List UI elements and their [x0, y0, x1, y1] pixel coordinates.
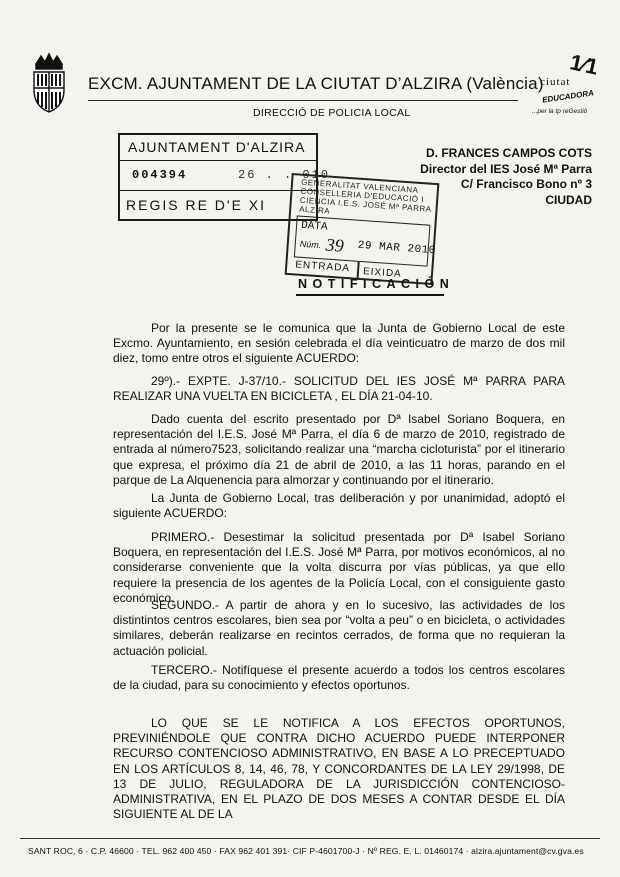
- registry-stamp-title: AJUNTAMENT D'ALZIRA: [120, 135, 316, 161]
- entry-stamp-entrada: ENTRADA: [294, 259, 351, 275]
- registry-stamp: [118, 133, 331, 221]
- title-underline: [296, 294, 444, 296]
- department-name: DIRECCIÓ DE POLICIA LOCAL: [253, 107, 411, 119]
- entry-stamp: [285, 173, 440, 285]
- logo-mark-icon: 1⁄1: [567, 49, 601, 80]
- body-paragraph-intro: Por la presente se le comunica que la Junta de Gobierno Local de este Excmo. Ayuntamiento, en sesión celebrada el día veinticuatro de marzo de dos mil diez, tomo entre otros el siguiente ACUERDO:: [113, 321, 565, 366]
- body-paragraph-agreement-intro: La Junta de Gobierno Local, tras deliberación y por unanimidad, adoptó el siguiente ACUERDO:: [113, 491, 565, 521]
- body-paragraph-legal-notice: LO QUE SE LE NOTIFICA A LOS EFECTOS OPORTUNOS, PREVINIÉNDOLE QUE CONTRA DICHO ACUERDO PUEDE INTERPONER RECURSO CONTENCIOSO ADMINISTRATIVO, EN BASE A LO PRECEPTUADO EN LOS ARTÍCULOS 8, 14, 46, 78, Y CONCORDANTES DE LA LEY 29/1998, DE 13 DE JULIO, REGULADORA DE LA JURISDICCIÓN CONTENCIOSO-ADMINISTRATIVA, EN EL PLAZO DE DOS MESES A CONTAR DESDE EL DÍA SIGUIENTE AL DE LA: [113, 716, 565, 822]
- addressee-name: D. FRANCES CAMPOS COTS: [425, 146, 592, 160]
- body-paragraph-second: SEGUNDO.- A partir de ahora y en lo sucesivo, las actividades de los distintintos centros escolares, bien sea por “volta a peu” o en bicicleta, o actividades similares, deberán realizarse en recintos cerrados, de forma que no requieran la actuación policial.: [113, 598, 565, 658]
- entry-stamp-data-label: DATA: [300, 219, 328, 234]
- body-paragraph-background: Dado cuenta del escrito presentado por Dª Isabel Soriano Boquera, en representación del I.E.S. José Mª Parra, el día 6 de marzo de 2010, registrado de entrada al número7523, solicitando realizar una “marcha cicloturista” por el itinerario que expresa, el próximo día 21 de abril de 2010, a las 11 horas, parando en el parque de La Alquenencia para almorzar y continuando por el itinerario.: [113, 412, 565, 487]
- entry-stamp-data-box: [294, 215, 437, 266]
- logo-line-2: EDUCADORA: [541, 88, 595, 105]
- body-paragraph-third: TERCERO.- Notifíquese el presente acuerdo a todos los centros escolares de la ciudad, para su conocimiento y efectos oportunos.: [113, 663, 565, 693]
- entry-stamp-eixida: EIXIDA: [362, 266, 403, 280]
- logo-line-3: ...per la tp reGestiö: [532, 108, 588, 115]
- registry-stamp-footer: REGIS RE D'E XI: [126, 197, 267, 213]
- municipal-crest-icon: [28, 50, 70, 116]
- registry-stamp-number-row: [120, 161, 331, 191]
- document-title: NOTIFICACIÓN: [298, 277, 455, 291]
- logo-line-1: ciutat: [540, 76, 571, 88]
- entry-stamp-num-value: 39: [325, 234, 345, 256]
- addressee-role: Director del IES José Mª Parra: [420, 161, 592, 176]
- header-divider: [88, 100, 518, 101]
- registry-date: 26 . . 010: [238, 168, 331, 182]
- footer-divider: [20, 838, 600, 839]
- registry-number: 004394: [132, 168, 188, 182]
- body-paragraph-first: PRIMERO.- Desestimar la solicitud presentada por Dª Isabel Soriano Boquera, en representación del I.E.S. José Mª Parra, por motivos económicos, al no considerarse conveniente que la volta discurra por vías públicas, ya que ello requiere la presencia de los agentes de la Policía Local, con el consiguiente gasto económico.: [113, 530, 565, 605]
- body-paragraph-subject: 29º).- EXPTE. J-37/10.- SOLICITUD DEL IES JOSÉ Mª PARRA PARA REALIZAR UNA VUELTA EN BICICLETA , EL DÍA 21-04-10.: [113, 374, 565, 404]
- organization-name: EXCM. AJUNTAMENT DE LA CIUTAT D’ALZIRA (València): [88, 74, 544, 93]
- entry-stamp-num-label: Núm.: [299, 238, 322, 251]
- entry-stamp-header: GENERALITAT VALENCIANA CONSELLERIA D'EDUCACIÓ I CIENCIA I.E.S. JOSÉ Mª PARRA ALZIRA: [298, 177, 432, 216]
- entry-stamp-date: 29 MAR 2010: [357, 239, 437, 258]
- educating-city-logo: [532, 50, 604, 120]
- addressee-city: CIUDAD: [545, 192, 592, 207]
- addressee-address: C/ Francisco Bono nº 3: [460, 177, 592, 191]
- footer-contact-info: SANT ROC, 6 · C.P. 46600 · TEL. 962 400 450 · FAX 962 401 391· CIF P-4601700-J · Nº REG. E. L. 01460174 · alzira.ajuntament@cv.gva.es: [28, 846, 584, 856]
- addressee-block: [420, 146, 592, 208]
